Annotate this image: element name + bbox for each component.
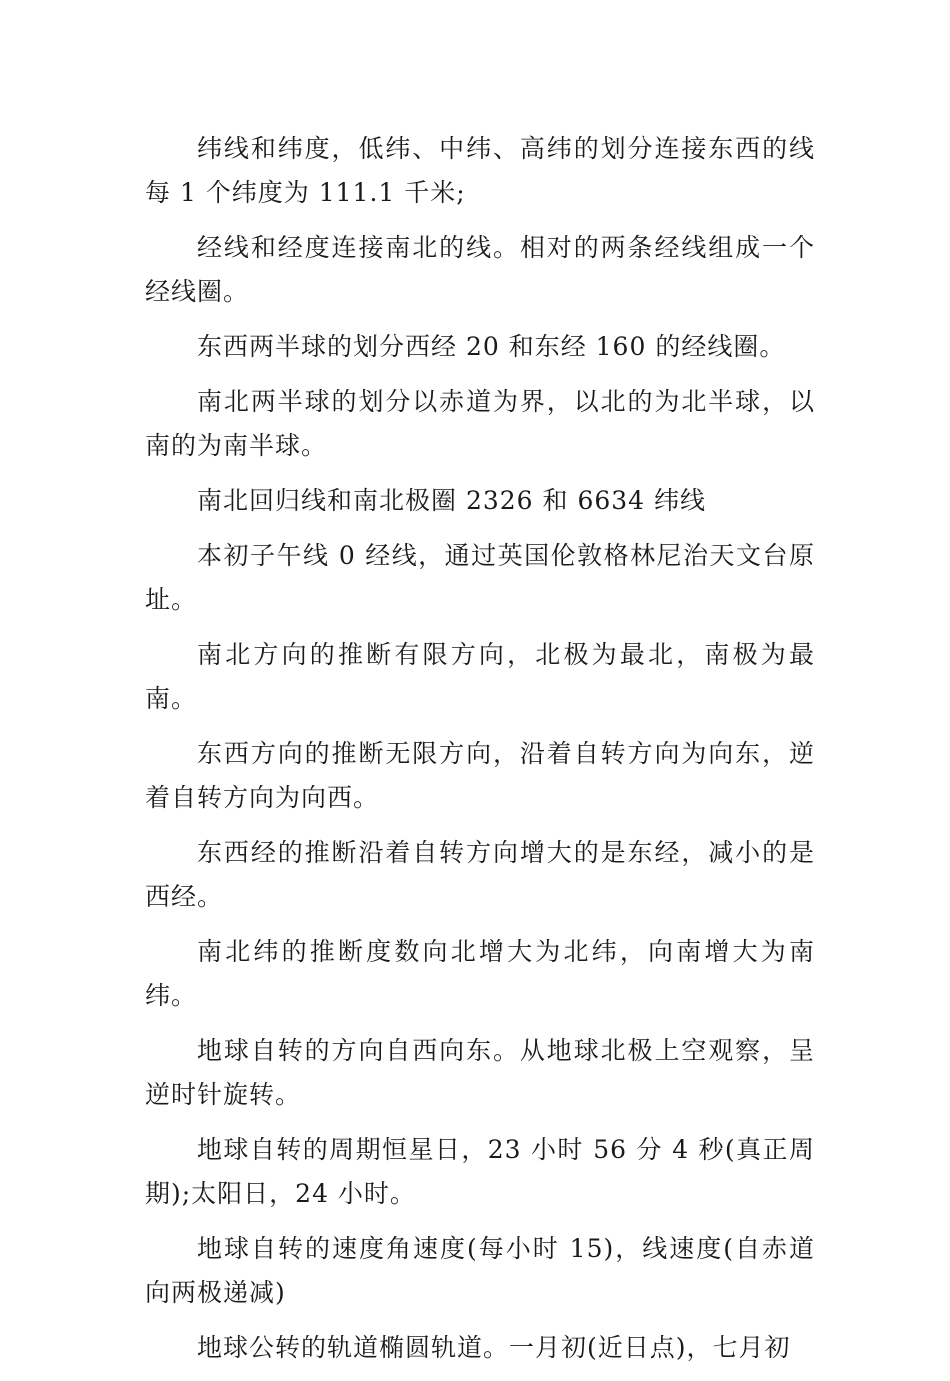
paragraph-rotation-speed: 地球自转的速度角速度(每小时 15)，线速度(自赤道向两极递减) — [145, 1234, 815, 1307]
paragraph-revolution-orbit: 地球公转的轨道椭圆轨道。一月初(近日点)，七月初 — [197, 1333, 791, 1362]
paragraph-north-south-direction: 南北方向的推断有限方向，北极为最北，南极为最南。 — [145, 640, 815, 713]
paragraph-rotation-period: 地球自转的周期恒星日，23 小时 56 分 4 秒(真正周期);太阳日，24 小时。 — [145, 1135, 815, 1208]
paragraph-north-south-latitude: 南北纬的推断度数向北增大为北纬，向南增大为南纬。 — [145, 937, 815, 1010]
paragraph-east-west-direction: 东西方向的推断无限方向，沿着自转方向为向东，逆着自转方向为向西。 — [145, 739, 815, 812]
paragraph-north-south-hemispheres: 南北两半球的划分以赤道为界，以北的为北半球，以南的为南半球。 — [145, 387, 815, 460]
paragraph-rotation-direction: 地球自转的方向自西向东。从地球北极上空观察，呈逆时针旋转。 — [145, 1036, 815, 1109]
paragraph-prime-meridian: 本初子午线 0 经线，通过英国伦敦格林尼治天文台原址。 — [145, 541, 815, 614]
paragraph-east-west-hemispheres: 东西两半球的划分西经 20 和东经 160 的经线圈。 — [197, 332, 786, 361]
paragraph-tropics-polar-circles: 南北回归线和南北极圈 2326 和 6634 纬线 — [197, 486, 707, 515]
paragraph-east-west-longitude: 东西经的推断沿着自转方向增大的是东经，减小的是西经。 — [145, 838, 815, 911]
paragraph-longitude: 经线和经度连接南北的线。相对的两条经线组成一个经线圈。 — [145, 233, 815, 306]
paragraph-latitude: 纬线和纬度，低纬、中纬、高纬的划分连接东西的线每 1 个纬度为 111.1 千米; — [145, 134, 815, 207]
document-body — [145, 127, 815, 1381]
